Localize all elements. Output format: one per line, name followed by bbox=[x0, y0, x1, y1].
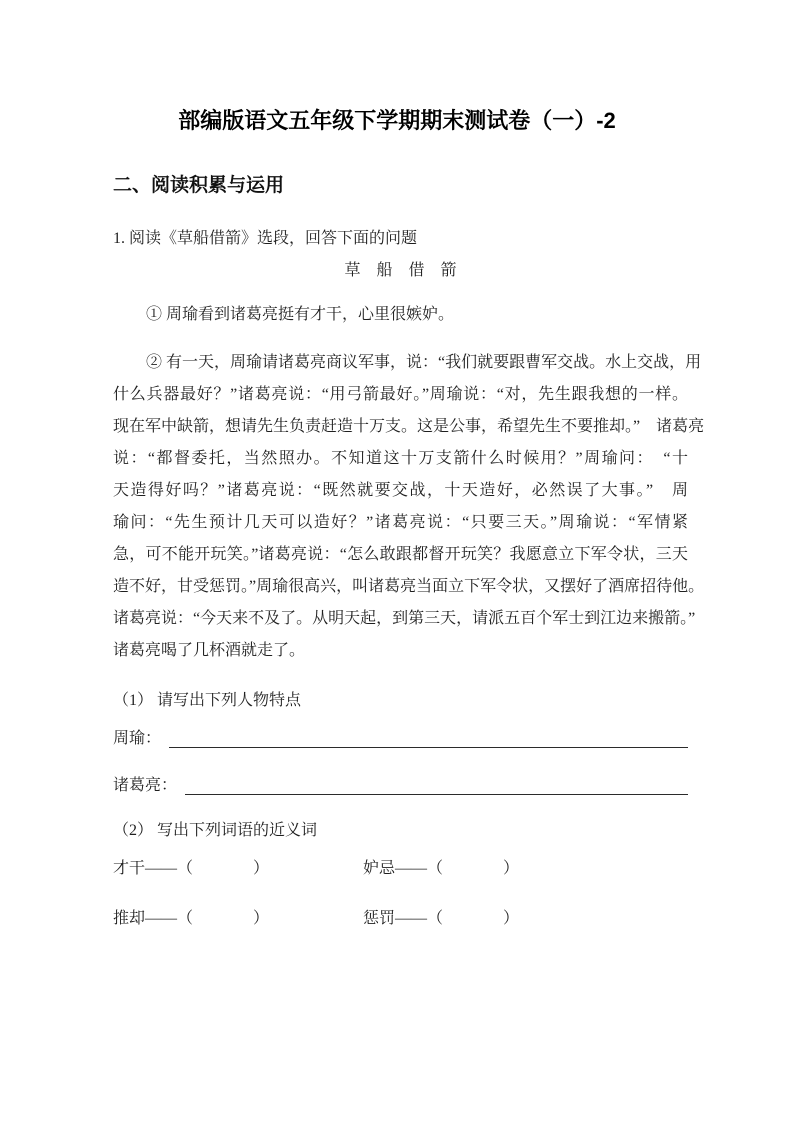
question-1-intro: 1. 阅读《草船借箭》选段，回答下面的问题 bbox=[113, 230, 418, 247]
subquestion-1-heading: （1） 请写出下列人物特点 bbox=[113, 692, 302, 709]
tuique-answer-gap[interactable] bbox=[193, 922, 253, 923]
passage-line: 瑜问：“先生预计几天可以造好？”诸葛亮说：“只要三天。”周瑜说：“军情紧 bbox=[113, 514, 688, 531]
character-trait-row-zhugeliang bbox=[113, 770, 688, 802]
zhouyu-label: 周瑜： bbox=[113, 730, 162, 747]
duji-answer-gap[interactable] bbox=[443, 872, 503, 873]
synonym-pair-post: ） bbox=[253, 910, 270, 927]
synonym-row-1 bbox=[113, 853, 688, 885]
zhugeliang-answer-line[interactable] bbox=[185, 770, 688, 795]
passage-paragraph-1: ① 周瑜看到诸葛亮挺有才干，心里很嫉妒。 bbox=[146, 306, 455, 323]
subquestion-2-heading: （2） 写出下列词语的近义词 bbox=[113, 822, 318, 839]
passage-line: 急，可不能开玩笑。”诸葛亮说：“怎么敢跟都督开玩笑？我愿意立下军令状，三天 bbox=[113, 546, 688, 563]
synonym-pair-pre: 妒忌——（ bbox=[363, 860, 444, 877]
synonym-pair-post: ） bbox=[503, 910, 520, 927]
passage-line: 诸葛亮说：“今天来不及了。从明天起，到第三天，请派五百个军士到江边来搬箭。” bbox=[113, 610, 696, 627]
zhouyu-answer-line[interactable] bbox=[169, 723, 688, 748]
passage-line: 现在军中缺箭，想请先生负责赶造十万支。这是公事，希望先生不要推却。” 诸葛亮 bbox=[113, 418, 705, 435]
passage-paragraph-2 bbox=[113, 347, 705, 667]
passage-line: 诸葛亮喝了几杯酒就走了。 bbox=[113, 642, 306, 659]
synonym-pair-chengfa bbox=[363, 903, 519, 935]
synonym-pair-pre: 惩罚——（ bbox=[363, 910, 444, 927]
passage-line: 什么兵器最好？”诸葛亮说：“用弓箭最好。”周瑜说：“对，先生跟我想的一样。 bbox=[113, 386, 688, 403]
chengfa-answer-gap[interactable] bbox=[443, 922, 503, 923]
synonym-row-2 bbox=[113, 903, 688, 935]
passage-line: 说：“都督委托，当然照办。不知道这十万支箭什么时候用？”周瑜问： “十 bbox=[113, 450, 688, 467]
character-trait-row-zhouyu bbox=[113, 723, 688, 755]
section-heading: 二、阅读积累与运用 bbox=[113, 175, 285, 196]
zhugeliang-label: 诸葛亮： bbox=[113, 777, 178, 794]
passage-line: ② 有一天，周瑜请诸葛亮商议军事，说：“我们就要跟曹军交战。水上交战，用 bbox=[146, 354, 702, 371]
synonym-pair-post: ） bbox=[253, 860, 270, 877]
synonym-pair-post: ） bbox=[503, 860, 520, 877]
synonym-pair-pre: 才干——（ bbox=[113, 860, 194, 877]
caigan-answer-gap[interactable] bbox=[193, 872, 253, 873]
synonym-pair-duji bbox=[363, 853, 519, 885]
page-title: 部编版语文五年级下学期期末测试卷（一）-2 bbox=[178, 108, 616, 133]
synonym-pair-caigan bbox=[113, 853, 269, 885]
synonym-pair-pre: 推却——（ bbox=[113, 910, 194, 927]
passage-line: 造不好，甘受惩罚。”周瑜很高兴，叫诸葛亮当面立下军令状，又摆好了酒席招待他。 bbox=[113, 578, 705, 595]
passage-line: 天造得好吗？”诸葛亮说：“既然就要交战，十天造好，必然误了大事。” 周 bbox=[113, 482, 688, 499]
synonym-pair-tuique bbox=[113, 903, 269, 935]
passage-title: 草 船 借 箭 bbox=[344, 262, 457, 279]
